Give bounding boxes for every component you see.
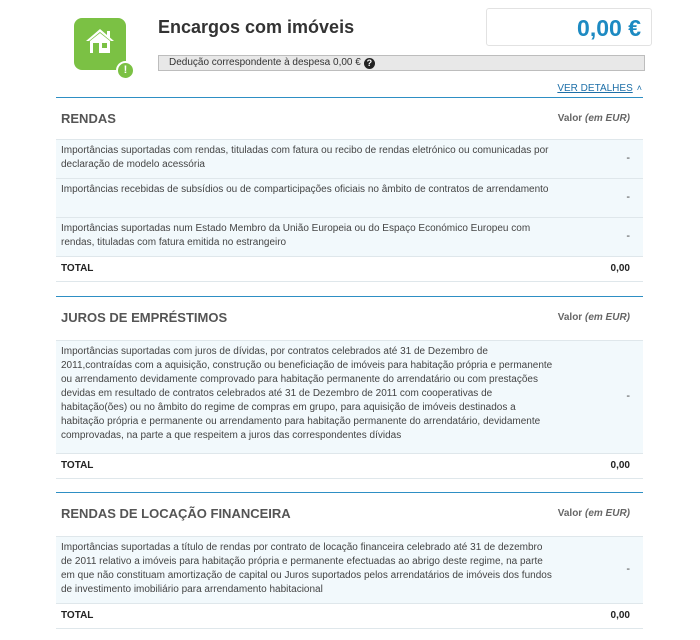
page-title: Encargos com imóveis bbox=[158, 17, 355, 37]
row-description: Importâncias suportadas com rendas, tituladas com fatura ou recibo de rendas eletrónico ou comunicadas por declaração de modelo acessória bbox=[61, 145, 549, 170]
total-value: 0,00 bbox=[610, 460, 630, 471]
help-icon[interactable]: ? bbox=[364, 58, 375, 69]
total-value: 0,00 bbox=[610, 263, 630, 274]
total-label: TOTAL bbox=[61, 263, 94, 274]
section-header bbox=[56, 97, 643, 139]
section-title: RENDAS bbox=[61, 111, 116, 126]
valor-header: Valor (em EUR) bbox=[557, 508, 630, 519]
ver-detalhes-link[interactable] bbox=[557, 83, 642, 94]
category-icon bbox=[74, 18, 126, 70]
table-row bbox=[56, 139, 643, 178]
chevron-up-icon: ˄ bbox=[636, 83, 642, 93]
deduction-bar bbox=[158, 55, 645, 71]
row-value: - bbox=[626, 191, 630, 203]
row-description: Importâncias recebidas de subsídios ou de comparticipações oficiais no âmbito de contratos de arrendamento bbox=[61, 184, 549, 195]
total-row bbox=[56, 603, 643, 629]
alert-icon: ! bbox=[116, 61, 135, 80]
valor-header: Valor (em EUR) bbox=[557, 113, 630, 124]
section-locacao bbox=[56, 492, 643, 629]
section-title: JUROS DE EMPRÉSTIMOS bbox=[61, 310, 228, 325]
row-value: - bbox=[626, 563, 630, 575]
ver-detalhes-label: VER DETALHES bbox=[557, 83, 633, 94]
table-row bbox=[56, 340, 643, 453]
section-header bbox=[56, 492, 643, 536]
total-value: 0,00 bbox=[610, 610, 630, 621]
total-row bbox=[56, 256, 643, 282]
row-description: Importâncias suportadas com juros de dívidas, por contratos celebrados até 31 de Dezembro de 2011,contraídas com a aquisição, construção ou beneficiação de imóveis para habitação própria e permanente ou arrendamento devidamente comprovado para habitação permanente do arrendatário ou com prestações devidas em resultado de contratos celebrados até 31 de Dezembro de 2011 com cooperativas de habitação(ões) ou no âmbito do regime de compras em grupo, para aquisição de imóveis destinados a habitação própria e permanente ou arrendamento para habitação permanente do arrendatário, devidamente comprovadas, na parte a que respeitem a juros das correspondentes dívidas bbox=[61, 346, 553, 441]
valor-header: Valor (em EUR) bbox=[557, 312, 630, 323]
row-value: - bbox=[626, 230, 630, 242]
table-row bbox=[56, 217, 643, 256]
amount-value: 0,00 € bbox=[577, 15, 641, 41]
section-title: RENDAS DE LOCAÇÃO FINANCEIRA bbox=[61, 506, 291, 521]
row-value: - bbox=[626, 390, 630, 402]
header bbox=[0, 0, 700, 96]
section-rendas bbox=[56, 97, 643, 282]
row-description: Importâncias suportadas a título de rendas por contrato de locação financeira celebrado até 31 de dezembro de 2011 relativo a imóveis para habitação própria e permanente efectuadas ao abrigo deste regime, na parte em que não constituam amortização de capital ou Juros suportados pelos arrendatários de imóveis dos fundos de investimento imobiliário para arrendamento habitacional bbox=[61, 542, 552, 595]
row-value: - bbox=[626, 152, 630, 164]
row-description: Importâncias suportadas num Estado Membro da União Europeia ou do Espaço Económico Europeu com rendas, tituladas com fatura emitida no estrangeiro bbox=[61, 223, 531, 248]
total-row bbox=[56, 453, 643, 479]
amount-box bbox=[486, 8, 652, 46]
house-icon bbox=[85, 28, 115, 54]
total-label: TOTAL bbox=[61, 610, 94, 621]
deduction-text: Dedução correspondente à despesa 0,00 € bbox=[169, 57, 361, 68]
section-header bbox=[56, 296, 643, 340]
table-row bbox=[56, 536, 643, 603]
section-juros bbox=[56, 296, 643, 479]
total-label: TOTAL bbox=[61, 460, 94, 471]
table-row bbox=[56, 178, 643, 217]
